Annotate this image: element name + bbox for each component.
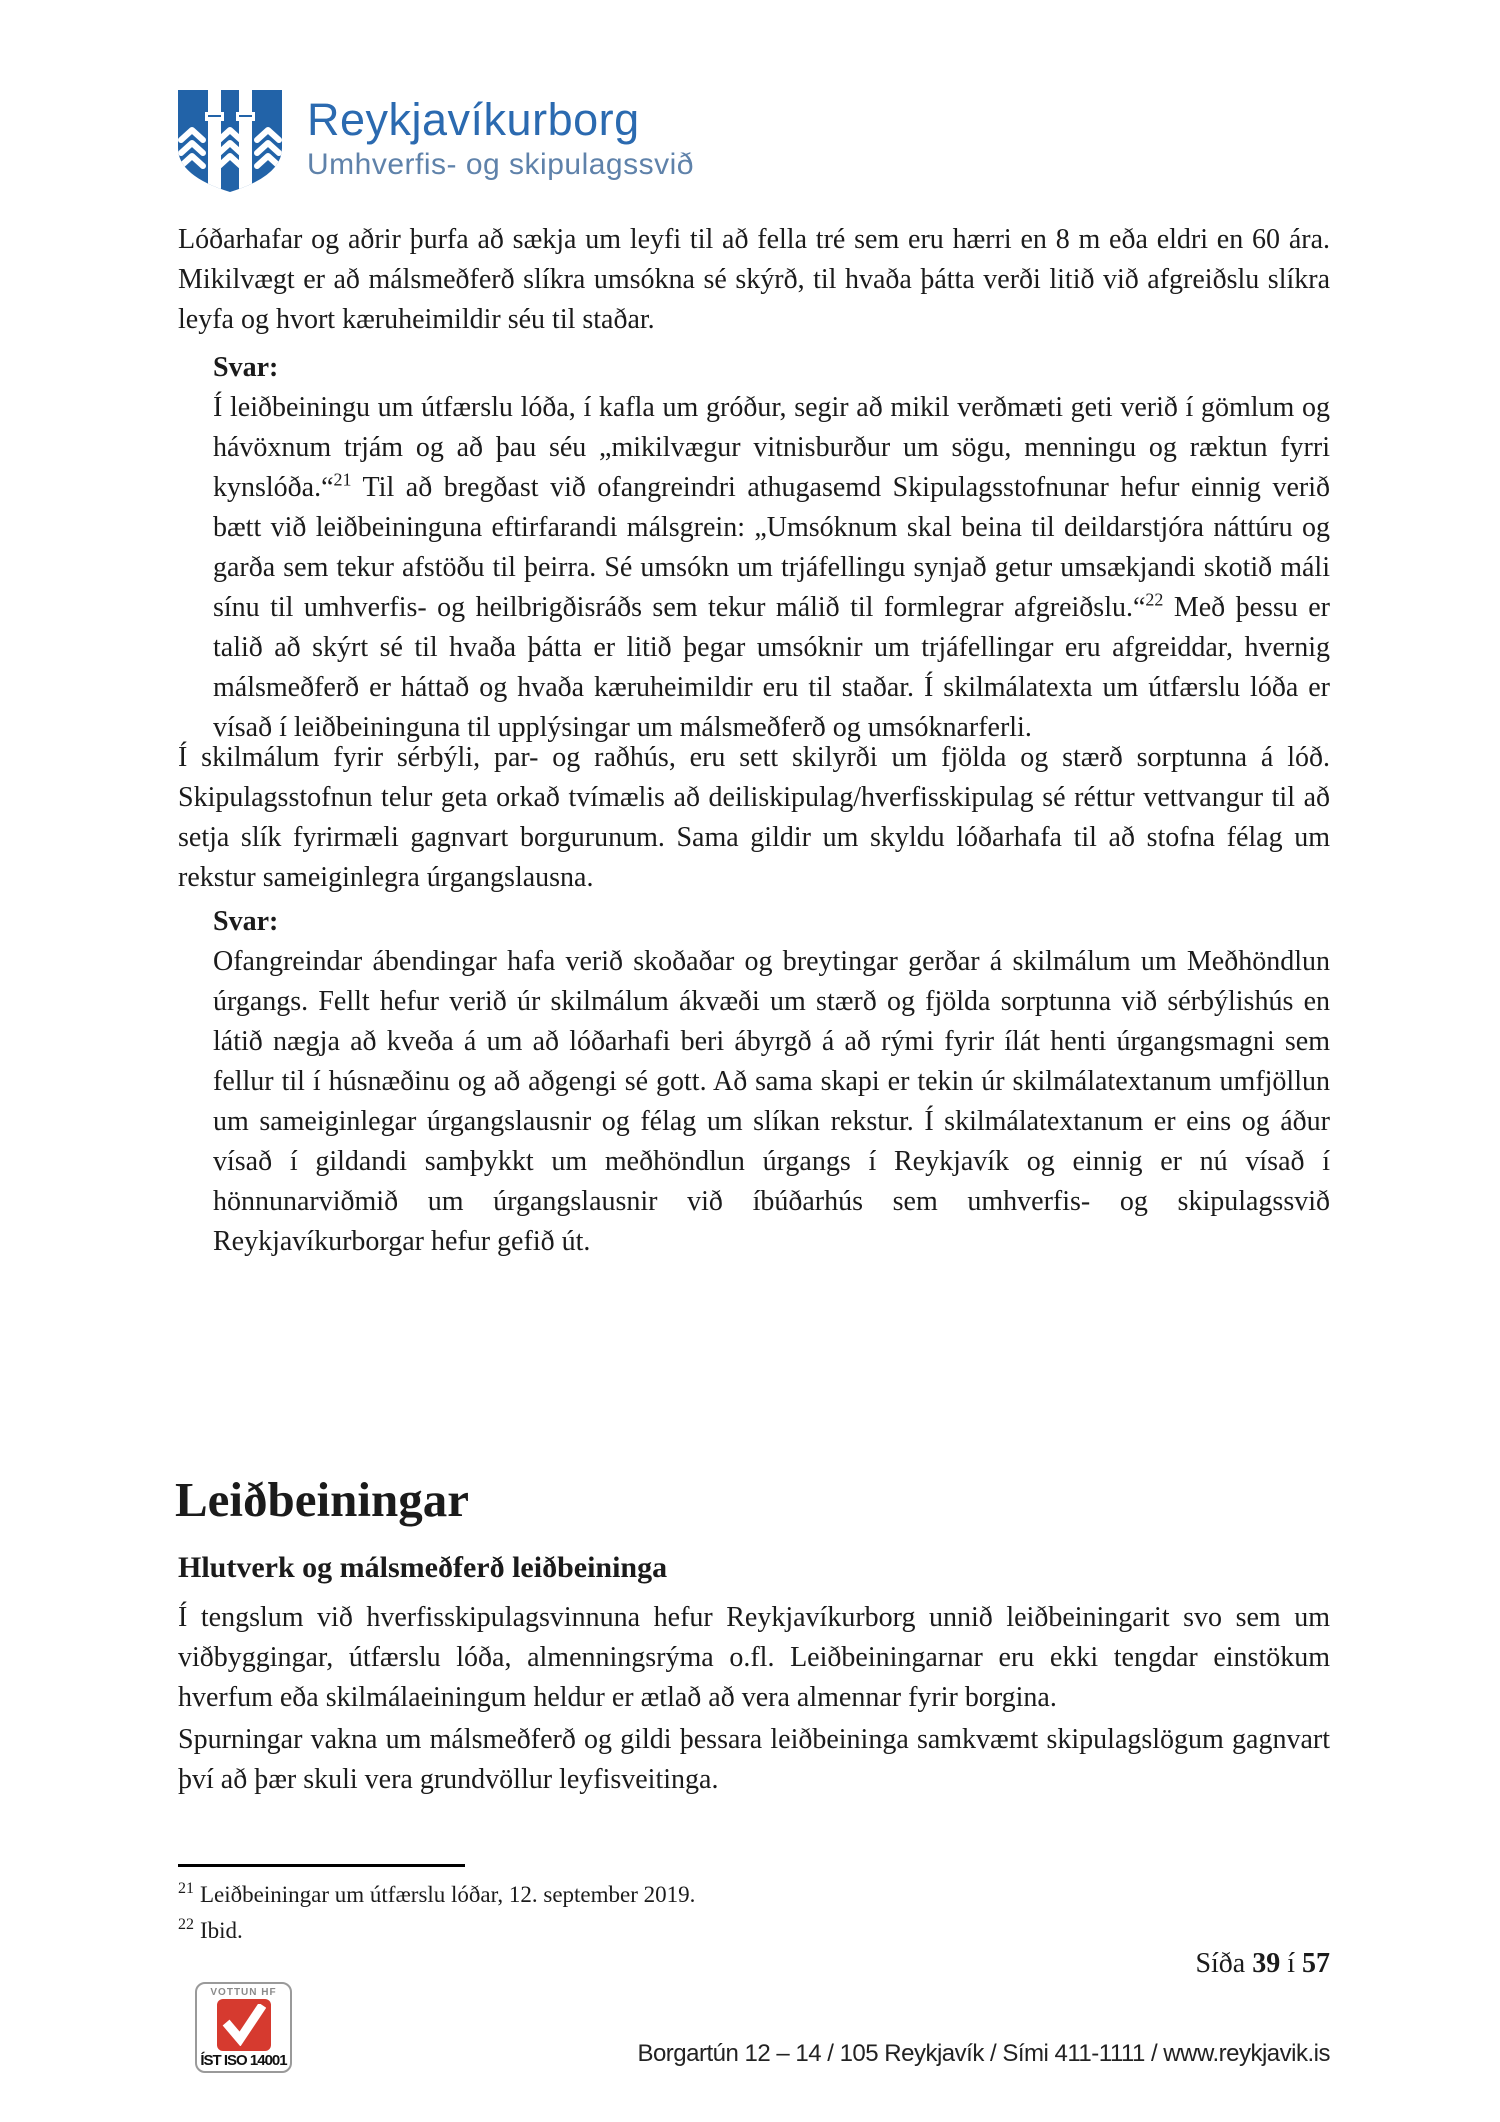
paragraph-3: Í tengslum við hverfisskipulagsvinnuna hefur Reykjavíkurborg unnið leiðbeiningarit svo sem um viðbyggingar, útfærslu lóða, almenningsrýma o.fl. Leiðbeiningarnar eru ekki tengdar einstökum hverfum eða skilmálaeiningum heldur er ætlað að vera almennar fyrir borgina. [178, 1602, 1330, 1713]
footnote-22-text: Ibid. [200, 1918, 243, 1943]
answer-label-2: Svar: [213, 906, 279, 937]
footer-address: Borgartún 12 – 14 / 105 Reykjavík / Sími 411-1111 / www.reykjavik.is [637, 2040, 1330, 2067]
footnote-ref-22: 22 [1145, 589, 1164, 610]
footnote-21-marker: 21 [178, 1880, 194, 1898]
answer-1-part-3: Með þessu er talið að skýrt sé til hvaða þátta er litið þegar umsóknir um trjáfellingar eru afgreiddar, hvernig málsmeðferð er háttað og hvaða kæruheimildir eru til staðar. Í skilmálatexta um útfærslu lóða er vísað í leiðbeininguna til upplýsingar um málsmeðferð og umsóknarferli. [213, 592, 1331, 743]
answer-1-part-1: Í leiðbeiningu um útfærslu lóða, í kafla um gróður, segir að mikil verðmæti geti verið í gömlum og hávöxnum trjám og að þau séu „mikilvægur vitnisburður um sögu, menningu og ræktun fyrri kynslóða.“ [213, 392, 1330, 503]
iso-certification-badge [195, 1982, 292, 2073]
page-label-middle: í [1280, 1948, 1302, 1979]
paragraph-4: Spurningar vakna um málsmeðferð og gildi þessara leiðbeininga samkvæmt skipulagslögum gagnvart því að þær skuli vera grundvöllur leyfisveitinga. [178, 1724, 1330, 1795]
intro-paragraph-1: Lóðarhafar og aðrir þurfa að sækja um leyfi til að fella tré sem eru hærri en 8 m eða eldri en 60 ára. Mikilvægt er að málsmeðferð slíkra umsókna sé skýrð, til hvaða þátta verði litið við afgreiðslu slíkra leyfa og hvort kæruheimildir séu til staðar. [178, 224, 1330, 335]
intro-paragraph-2: Í skilmálum fyrir sérbýli, par- og raðhús, eru sett skilyrði um fjölda og stærð sorptunna á lóð. Skipulagsstofnun telur geta orkað tvímælis að deiliskipulag/hverfisskipulag sé réttur vettvangur til að setja slík fyrirmæli gagnvart borgurunum. Sama gildir um skyldu lóðarhafa til að stofna félag um rekstur sameiginlegra úrgangslausna. [178, 742, 1330, 893]
org-department: Umhverfis- og skipulagssvið [307, 148, 694, 181]
answer-block-1 [213, 348, 1330, 748]
footnote-21 [178, 1880, 695, 1910]
logo-text-block [307, 88, 694, 183]
footnote-22 [178, 1916, 243, 1946]
header-logo [175, 88, 694, 194]
page-total: 57 [1302, 1948, 1330, 1979]
footnote-ref-21: 21 [333, 469, 352, 490]
checkmark-icon [217, 1999, 271, 2051]
footnote-21-text: Leiðbeiningar um útfærslu lóðar, 12. september 2019. [200, 1882, 696, 1907]
answer-paragraph-2: Ofangreindar ábendingar hafa verið skoðaðar og breytingar gerðar á skilmálum um Meðhöndlun úrgangs. Fellt hefur verið úr skilmálum ákvæði um stærð og fjölda sorptunna við sérbýlishús en látið nægja að kveða á um að lóðarhafi beri ábyrgð á að rými fyrir ílát henti úrgangsmagni sem fellur til í húsnæðinu og að aðgengi sé gott. Að sama skapi er tekin úr skilmálatextanum umfjöllun um sameiginlegar úrgangslausnir og félag um slíkan rekstur. Í skilmálatextanum er eins og áður vísað í gildandi samþykkt um meðhöndlun úrgangs í Reykjavík og einnig er nú vísað í hönnunarviðmið um úrgangslausnir við íbúðarhús sem umhverfis- og skipulagssvið Reykjavíkurborgar hefur gefið út. [213, 946, 1330, 1257]
answer-1-part-2: Til að bregðast við ofangreindri athugasemd Skipulagsstofnunar hefur einnig verið bætt við leiðbeininguna eftirfarandi málsgrein: „Umsóknum skal beina til deildarstjóra náttúru og garða sem tekur afstöðu til þeirra. Sé umsókn um trjáfellingu synjað getur umsækjandi skotið máli sínu til umhverfis- og heilbrigðisráðs sem tekur málið til formlegrar afgreiðslu.“ [213, 472, 1330, 623]
subsection-heading: Hlutverk og málsmeðferð leiðbeininga [178, 1551, 668, 1584]
page-label-prefix: Síða [1195, 1948, 1253, 1979]
page-current: 39 [1252, 1948, 1281, 1979]
reykjavik-coat-of-arms-icon [175, 88, 285, 194]
certifier-label: VOTTUN HF [210, 1987, 277, 1998]
iso-standard-label: ÍST ISO 14001 [200, 2052, 287, 2069]
answer-label-1: Svar: [213, 352, 279, 383]
page-number [1195, 1948, 1330, 1980]
section-heading: Leiðbeiningar [175, 1472, 470, 1527]
footnote-22-marker: 22 [178, 1916, 194, 1934]
answer-paragraph-1 [213, 388, 1330, 748]
footnote-separator [178, 1864, 465, 1867]
org-name: Reykjavíkurborg [307, 94, 640, 145]
answer-block-2 [213, 902, 1330, 1262]
